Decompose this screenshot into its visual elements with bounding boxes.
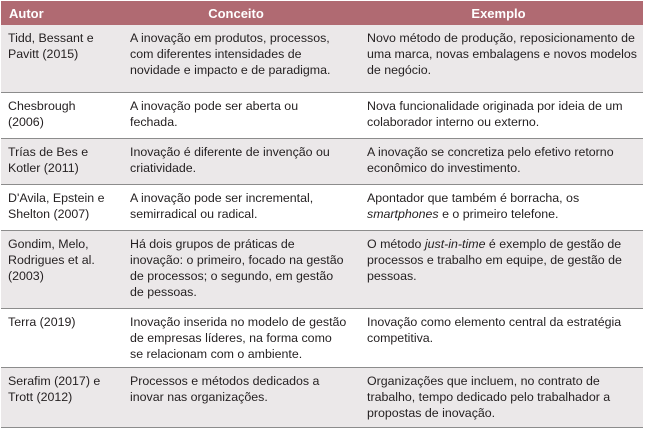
cell-autor: Tidd, Bessant e Pavitt (2015) [1, 25, 118, 93]
cell-exemplo: A inovação se concretiza pelo efetivo retorno econômico do investimento. [354, 139, 643, 185]
table-header [1, 1, 643, 25]
exemplo-italic-term: just-in-time [424, 237, 486, 251]
cell-conceito: Processos e métodos dedicados a inovar nas organizações. [118, 368, 354, 428]
table-row [1, 93, 643, 139]
exemplo-text-part: é exemplo de gestão de processos e trabalho em equipe, de gestão de pessoas. [367, 237, 622, 283]
table-row [1, 231, 643, 309]
cell-conceito: Inovação inserida no modelo de gestão de empresas líderes, na forma como se relacionam com o ambiente. [118, 309, 354, 368]
cell-conceito: A inovação pode ser aberta ou fechada. [118, 93, 354, 139]
exemplo-text-part: Apontador que também é borracha, os [367, 191, 580, 205]
cell-autor: Trías de Bes e Kotler (2011) [1, 139, 118, 185]
cell-conceito: Há dois grupos de práticas de inovação: o primeiro, focado na gestão de processos; o segundo, em gestão de pessoas. [118, 231, 354, 309]
cell-autor: D'Avila, Epstein e Shelton (2007) [1, 185, 118, 231]
table-row [1, 309, 643, 368]
exemplo-text-part: O método [367, 237, 422, 251]
header-autor: Autor [9, 5, 44, 21]
cell-exemplo: Organizações que incluem, no contrato de trabalho, tempo dedicado pelo trabalhador a propostas de inovação. [354, 368, 643, 428]
table-row [1, 368, 643, 428]
exemplo-text-part: e o primeiro telefone. [442, 207, 559, 221]
table-row [1, 185, 643, 231]
table-row [1, 25, 643, 93]
cell-conceito: A inovação pode ser incremental, semirradical ou radical. [118, 185, 354, 231]
cell-exemplo: Nova funcionalidade originada por ideia de um colaborador interno ou externo. [354, 93, 643, 139]
cell-exemplo: Novo método de produção, reposicionamento de uma marca, novas embalagens e novos modelos de negócio. [354, 25, 643, 93]
exemplo-italic-term: smartphones [367, 207, 439, 221]
cell-autor: Serafim (2017) e Trott (2012) [1, 368, 118, 428]
cell-conceito: Inovação é diferente de invenção ou criatividade. [118, 139, 354, 185]
header-row [1, 1, 643, 25]
header-conceito: Conceito [208, 5, 264, 21]
cell-exemplo: Inovação como elemento central da estratégia competitiva. [354, 309, 643, 368]
cell-conceito: A inovação em produtos, processos, com diferentes intensidades de novidade e impacto e de paradigma. [118, 25, 354, 93]
header-exemplo: Exemplo [471, 5, 526, 21]
table-row [1, 139, 643, 185]
cell-exemplo [354, 185, 643, 231]
cell-exemplo [354, 231, 643, 309]
cell-autor: Terra (2019) [1, 309, 118, 368]
table-body [1, 25, 643, 428]
cell-autor: Gondim, Melo, Rodrigues et al. (2003) [1, 231, 118, 309]
innovation-concepts-table [1, 1, 643, 428]
cell-autor: Chesbrough (2006) [1, 93, 118, 139]
